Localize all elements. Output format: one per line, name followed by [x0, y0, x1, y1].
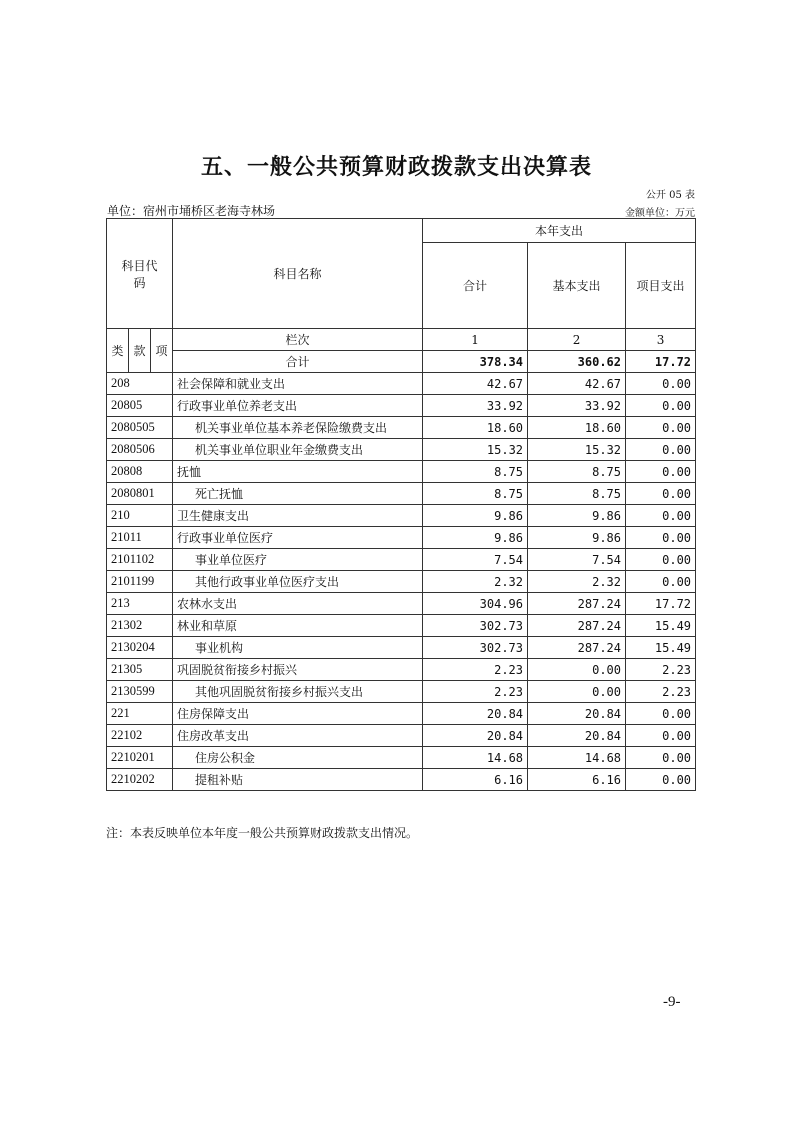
header-lanci: 栏次 [173, 329, 423, 351]
unit-label: 单位：宿州市埇桥区老海寺林场 [107, 204, 276, 218]
row-total: 20.84 [423, 725, 528, 747]
table-row [107, 483, 696, 505]
page-title: 五、一般公共预算财政拨款支出决算表 [200, 155, 592, 180]
row-total: 33.92 [423, 395, 528, 417]
table-row [107, 615, 696, 637]
row-code: 208 [107, 373, 173, 395]
total-row [107, 351, 696, 373]
row-basic: 8.75 [528, 461, 626, 483]
row-total: 7.54 [423, 549, 528, 571]
table-body [107, 373, 696, 791]
col-num-1: 1 [423, 329, 528, 351]
row-total: 302.73 [423, 637, 528, 659]
row-name: 社会保障和就业支出 [173, 373, 423, 395]
row-name: 死亡抚恤 [173, 483, 423, 505]
row-project: 0.00 [626, 373, 696, 395]
table-row [107, 505, 696, 527]
form-number: 公开 05 表 [645, 190, 695, 201]
row-code: 22102 [107, 725, 173, 747]
row-total: 6.16 [423, 769, 528, 791]
table-row [107, 417, 696, 439]
row-code: 2080506 [107, 439, 173, 461]
row-code: 213 [107, 593, 173, 615]
total-basic: 360.62 [528, 351, 626, 373]
row-name: 机关事业单位基本养老保险缴费支出 [173, 417, 423, 439]
row-project: 0.00 [626, 505, 696, 527]
total-project: 17.72 [626, 351, 696, 373]
row-basic: 14.68 [528, 747, 626, 769]
row-name: 事业单位医疗 [173, 549, 423, 571]
row-project: 2.23 [626, 659, 696, 681]
row-project: 15.49 [626, 637, 696, 659]
row-basic: 20.84 [528, 703, 626, 725]
header-project: 项目支出 [626, 243, 696, 329]
row-total: 302.73 [423, 615, 528, 637]
row-code: 2101199 [107, 571, 173, 593]
row-total: 304.96 [423, 593, 528, 615]
row-name: 农林水支出 [173, 593, 423, 615]
row-total: 2.23 [423, 659, 528, 681]
row-code: 21305 [107, 659, 173, 681]
row-basic: 7.54 [528, 549, 626, 571]
table-row [107, 725, 696, 747]
header-xiang: 项 [151, 329, 173, 373]
row-project: 15.49 [626, 615, 696, 637]
header-year-expense: 本年支出 [423, 219, 696, 243]
row-code: 2210202 [107, 769, 173, 791]
row-project: 17.72 [626, 593, 696, 615]
row-basic: 20.84 [528, 725, 626, 747]
table-header [107, 219, 696, 373]
row-code: 20808 [107, 461, 173, 483]
table-row [107, 527, 696, 549]
header-code: 科目代码 [107, 219, 173, 329]
table-row [107, 571, 696, 593]
row-total: 8.75 [423, 483, 528, 505]
row-code: 21011 [107, 527, 173, 549]
row-name: 事业机构 [173, 637, 423, 659]
table-row [107, 769, 696, 791]
row-name: 其他巩固脱贫衔接乡村振兴支出 [173, 681, 423, 703]
row-code: 2130599 [107, 681, 173, 703]
money-unit-label: 金额单位：万元 [625, 208, 695, 219]
row-name: 机关事业单位职业年金缴费支出 [173, 439, 423, 461]
row-total: 8.75 [423, 461, 528, 483]
row-name: 行政事业单位医疗 [173, 527, 423, 549]
header-name: 科目名称 [173, 219, 423, 329]
row-project: 0.00 [626, 725, 696, 747]
row-name: 抚恤 [173, 461, 423, 483]
row-code: 2130204 [107, 637, 173, 659]
row-code: 210 [107, 505, 173, 527]
row-basic: 6.16 [528, 769, 626, 791]
row-total: 42.67 [423, 373, 528, 395]
row-code: 2080505 [107, 417, 173, 439]
page-number: -9- [663, 994, 681, 1010]
row-total: 2.23 [423, 681, 528, 703]
expenditure-table [106, 218, 696, 791]
table-row [107, 681, 696, 703]
row-total: 2.32 [423, 571, 528, 593]
row-name: 巩固脱贫衔接乡村振兴 [173, 659, 423, 681]
row-project: 0.00 [626, 703, 696, 725]
row-basic: 2.32 [528, 571, 626, 593]
row-project: 0.00 [626, 439, 696, 461]
table-row [107, 747, 696, 769]
table-row [107, 439, 696, 461]
row-code: 21302 [107, 615, 173, 637]
row-basic: 9.86 [528, 505, 626, 527]
row-name: 住房保障支出 [173, 703, 423, 725]
row-project: 2.23 [626, 681, 696, 703]
row-name: 提租补贴 [173, 769, 423, 791]
total-label: 合计 [173, 351, 423, 373]
table-row [107, 395, 696, 417]
header-basic: 基本支出 [528, 243, 626, 329]
row-basic: 18.60 [528, 417, 626, 439]
row-project: 0.00 [626, 395, 696, 417]
row-project: 0.00 [626, 483, 696, 505]
table-row [107, 593, 696, 615]
row-project: 0.00 [626, 549, 696, 571]
table-row [107, 549, 696, 571]
row-project: 0.00 [626, 461, 696, 483]
header-kuan: 款 [129, 329, 151, 373]
row-basic: 287.24 [528, 637, 626, 659]
row-project: 0.00 [626, 417, 696, 439]
row-code: 2080801 [107, 483, 173, 505]
total-sum: 378.34 [423, 351, 528, 373]
row-project: 0.00 [626, 769, 696, 791]
table-row [107, 373, 696, 395]
row-name: 住房公积金 [173, 747, 423, 769]
row-basic: 33.92 [528, 395, 626, 417]
row-name: 住房改革支出 [173, 725, 423, 747]
row-basic: 0.00 [528, 659, 626, 681]
row-basic: 8.75 [528, 483, 626, 505]
col-num-2: 2 [528, 329, 626, 351]
row-basic: 42.67 [528, 373, 626, 395]
row-code: 2210201 [107, 747, 173, 769]
row-name: 行政事业单位养老支出 [173, 395, 423, 417]
row-total: 14.68 [423, 747, 528, 769]
footnote: 注：本表反映单位本年度一般公共预算财政拨款支出情况。 [106, 826, 419, 840]
row-code: 2101102 [107, 549, 173, 571]
header-lei: 类 [107, 329, 129, 373]
row-code: 221 [107, 703, 173, 725]
row-total: 9.86 [423, 505, 528, 527]
col-num-3: 3 [626, 329, 696, 351]
row-basic: 15.32 [528, 439, 626, 461]
row-name: 卫生健康支出 [173, 505, 423, 527]
row-project: 0.00 [626, 747, 696, 769]
row-code: 20805 [107, 395, 173, 417]
row-total: 20.84 [423, 703, 528, 725]
row-name: 林业和草原 [173, 615, 423, 637]
row-total: 18.60 [423, 417, 528, 439]
table-row [107, 659, 696, 681]
row-total: 9.86 [423, 527, 528, 549]
header-total: 合计 [423, 243, 528, 329]
row-basic: 287.24 [528, 615, 626, 637]
table-row [107, 637, 696, 659]
row-project: 0.00 [626, 527, 696, 549]
row-project: 0.00 [626, 571, 696, 593]
row-name: 其他行政事业单位医疗支出 [173, 571, 423, 593]
table-row [107, 703, 696, 725]
table-row [107, 461, 696, 483]
row-basic: 0.00 [528, 681, 626, 703]
row-basic: 9.86 [528, 527, 626, 549]
row-total: 15.32 [423, 439, 528, 461]
row-basic: 287.24 [528, 593, 626, 615]
